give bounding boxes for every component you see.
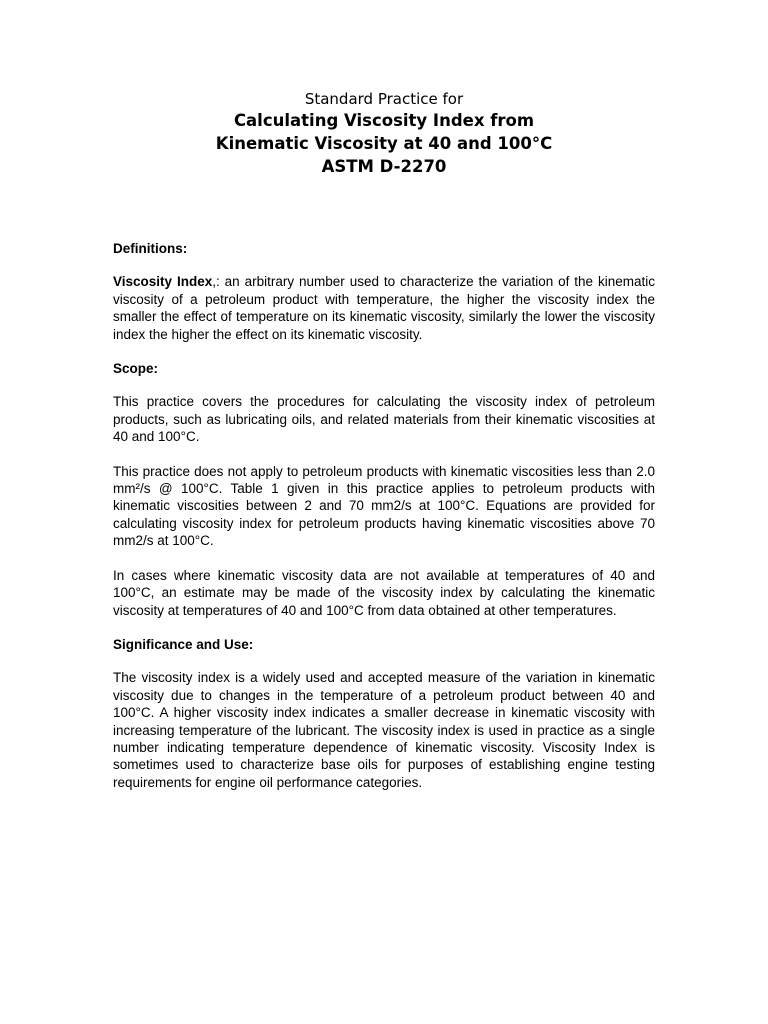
significance-paragraph: The viscosity index is a widely used and accepted measure of the variation in kinematic viscosity due to changes in the temperature of a petroleum product between 40 and 100°C. A higher viscosity index indicates a smaller decrease in kinematic viscosity with increasing temperature of the lubricant. The viscosity index is used in practice as a single number indicating temperature dependence of kinematic viscosity. Viscosity Index is sometimes used to characterize base oils for purposes of establishing engine testing requirements for engine oil performance categories. (113, 670, 655, 790)
definition-term-suffix: ,: (212, 274, 220, 290)
definition-term: Viscosity Index (113, 274, 213, 290)
title-line-2: Calculating Viscosity Index from (233, 111, 535, 130)
title-block (0, 90, 768, 178)
scope-paragraph-3: In cases where kinematic viscosity data are not available at temperatures of 40 and 100°C, an estimate may be made of the viscosity index by calculating the kinematic viscosity at temperatures of 40 and 100°C from data obtained at other temperatures. (113, 567, 655, 618)
definitions-paragraph (113, 273, 655, 343)
title-line-1: Standard Practice for (304, 90, 464, 108)
definitions-heading: Definitions: (113, 241, 188, 256)
definition-text: an arbitrary number used to characterize the variation of the kinematic viscosity of a petroleum product with temperature, the higher the viscosity index the smaller the effect of temperature on its kinematic viscosity, similarly the lower the viscosity index the higher the effect on its kinematic viscosity. (113, 274, 656, 342)
title-line-3: Kinematic Viscosity at 40 and 100°C (215, 134, 553, 153)
significance-heading: Significance and Use: (113, 636, 254, 652)
scope-heading: Scope: (113, 361, 159, 377)
document-body (113, 240, 655, 791)
scope-paragraph-2: This practice does not apply to petroleum products with kinematic viscosities less than 2.0 mm²/s @ 100°C. Table 1 given in this practice applies to petroleum products with kinematic viscosities between 2 and 70 mm2/s at 100°C. Equations are provided for calculating viscosity index for petroleum products having kinematic viscosities above 70 mm2/s at 100°C. (113, 463, 655, 549)
title-line-4: ASTM D-2270 (321, 157, 447, 176)
scope-paragraph-1: This practice covers the procedures for calculating the viscosity index of petroleum products, such as lubricating oils, and related materials from their kinematic viscosities at 40 and 100°C. (113, 394, 655, 445)
